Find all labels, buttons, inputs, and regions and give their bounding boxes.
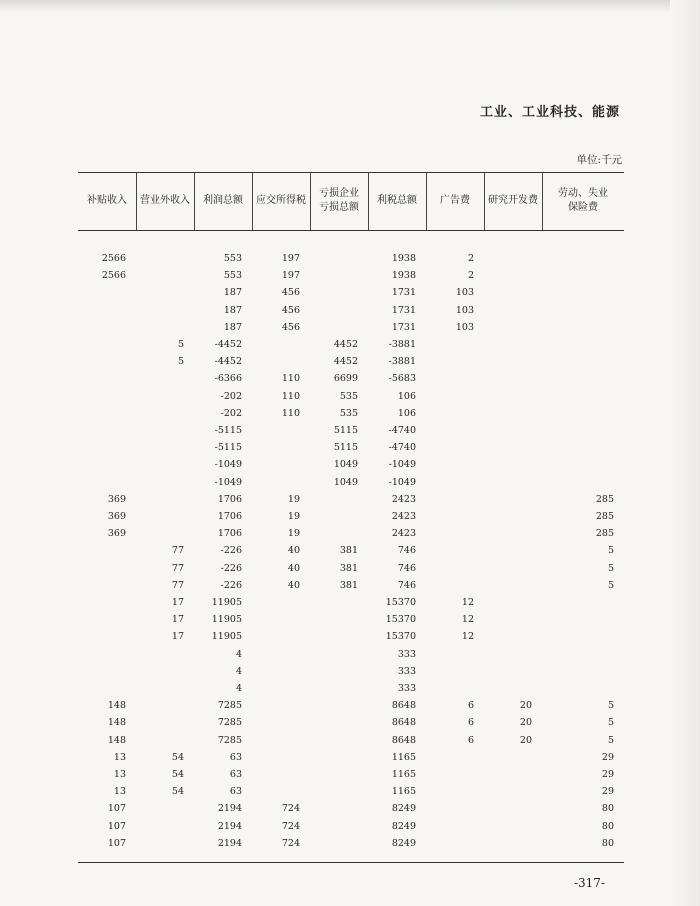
- table-cell: 456: [281, 321, 300, 333]
- table-cell: -1049: [214, 476, 242, 488]
- table-cell: 103: [455, 304, 474, 316]
- column-header: 利税总额: [377, 195, 417, 206]
- table-cell: -226: [220, 545, 242, 557]
- table-cell: 535: [339, 407, 358, 419]
- table-cell: 4: [235, 648, 242, 660]
- column-divider: [426, 172, 427, 230]
- table-cell: 13: [113, 769, 126, 780]
- table-cell: 1049: [333, 459, 358, 471]
- table-cell: 1731: [391, 287, 416, 299]
- table-cell: 40: [287, 545, 300, 557]
- table-cell: 2423: [391, 528, 416, 540]
- table-cell: 187: [223, 287, 242, 299]
- table-cell: 103: [455, 321, 474, 333]
- section-title: 工业、工业科技、能源: [479, 105, 620, 120]
- table-cell: 13: [113, 786, 126, 798]
- table-cell: 11905: [211, 631, 242, 643]
- table-cell: 110: [281, 390, 300, 402]
- table-cell: 148: [107, 700, 126, 712]
- table-cell: 8249: [391, 820, 416, 832]
- table-cell: 5: [607, 579, 614, 591]
- table-cell: 197: [281, 253, 300, 264]
- table-cell: 1731: [391, 304, 416, 316]
- table-cell: 80: [601, 803, 614, 815]
- table-cell: 29: [601, 786, 614, 798]
- table-cell: 19: [287, 528, 300, 540]
- table-cell: 1049: [333, 476, 358, 488]
- table-cell: 106: [397, 407, 416, 419]
- table-cell: 40: [287, 579, 300, 591]
- table-cell: -6366: [214, 373, 242, 385]
- table-cell: 103: [455, 287, 474, 299]
- table-cell: 8249: [391, 803, 416, 815]
- table-cell: 1165: [391, 786, 416, 798]
- table-cell: 5: [607, 700, 614, 712]
- table-cell: 2: [467, 253, 474, 264]
- table-cell: -4740: [388, 442, 416, 454]
- table-cell: 5: [607, 562, 614, 574]
- table-cell: 15370: [385, 631, 416, 643]
- table-cell: 285: [595, 511, 614, 522]
- table-cell: 1165: [391, 769, 416, 780]
- table-cell: 8648: [391, 717, 416, 729]
- table-cell: 80: [601, 820, 614, 832]
- table-bottom-rule: [78, 862, 624, 863]
- column-divider: [542, 172, 543, 230]
- column-divider: [194, 172, 195, 230]
- table-cell: 333: [397, 665, 416, 677]
- table-cell: -226: [220, 562, 242, 574]
- table-cell: 19: [287, 511, 300, 522]
- table-cell: 29: [601, 769, 614, 780]
- table-cell: 5: [177, 339, 184, 350]
- table-cell: 197: [281, 270, 300, 282]
- table-cell: 2423: [391, 511, 416, 522]
- table-cell: 148: [107, 717, 126, 729]
- table-cell: 107: [107, 837, 126, 849]
- table-cell: 333: [397, 683, 416, 694]
- table-cell: 54: [171, 769, 184, 780]
- table-cell: 8648: [391, 700, 416, 712]
- table-cell: 5: [607, 734, 614, 746]
- table-cell: 80: [601, 837, 614, 849]
- table-cell: 381: [339, 562, 358, 574]
- table-cell: 1938: [391, 253, 416, 264]
- table-cell: 4452: [333, 356, 358, 368]
- table-cell: 11905: [211, 614, 242, 626]
- table-cell: 187: [223, 304, 242, 316]
- column-divider: [484, 172, 485, 230]
- table-cell: 2194: [217, 803, 242, 815]
- table-cell: 4: [235, 665, 242, 677]
- table-cell: 17: [171, 631, 184, 643]
- table-cell: 63: [229, 769, 242, 780]
- table-cell: 5115: [333, 425, 358, 436]
- table-cell: 333: [397, 648, 416, 660]
- page-number: -317-: [573, 876, 605, 890]
- table-cell: 187: [223, 321, 242, 333]
- table-cell: 746: [397, 579, 416, 591]
- table-cell: 724: [281, 820, 300, 832]
- table-cell: 148: [107, 734, 126, 746]
- table-cell: 4: [235, 683, 242, 694]
- table-cell: 40: [287, 562, 300, 574]
- table-cell: 2: [467, 270, 474, 282]
- table-cell: 4452: [333, 339, 358, 350]
- table-cell: -3881: [388, 339, 416, 350]
- table-cell: 107: [107, 820, 126, 832]
- table-cell: 2566: [101, 270, 126, 282]
- scan-edge-top: [0, 0, 700, 12]
- table-cell: 1706: [217, 528, 242, 540]
- table-cell: -3881: [388, 356, 416, 368]
- table-cell: 6: [467, 717, 474, 729]
- column-header: 营业外收入: [140, 195, 190, 206]
- table-cell: -4452: [214, 356, 242, 368]
- table-cell: 5: [607, 545, 614, 557]
- table-cell: 2566: [101, 253, 126, 264]
- table-cell: 11905: [211, 597, 242, 608]
- table-cell: 553: [223, 253, 242, 264]
- table-cell: 6699: [333, 373, 358, 385]
- column-header: 劳动、失业 保险费: [558, 188, 608, 213]
- table-cell: 63: [229, 751, 242, 763]
- table-cell: 456: [281, 287, 300, 299]
- table-cell: -202: [220, 390, 242, 402]
- table-cell: 2194: [217, 820, 242, 832]
- scan-edge-right: [670, 0, 700, 906]
- column-header: 亏损企业 亏损总额: [319, 188, 359, 213]
- table-cell: 746: [397, 562, 416, 574]
- table-cell: 1165: [391, 751, 416, 763]
- table-cell: 8648: [391, 734, 416, 746]
- table-cell: 285: [595, 528, 614, 540]
- table-cell: 29: [601, 751, 614, 763]
- table-cell: 724: [281, 803, 300, 815]
- table-cell: 6: [467, 700, 474, 712]
- table-cell: 107: [107, 803, 126, 815]
- table-cell: 1938: [391, 270, 416, 282]
- table-cell: 7285: [217, 734, 242, 746]
- column-header: 广告费: [440, 195, 470, 206]
- table-cell: 746: [397, 545, 416, 557]
- table-cell: -1049: [388, 476, 416, 488]
- table-cell: 2194: [217, 837, 242, 849]
- table-cell: -5115: [214, 442, 242, 454]
- table-cell: 77: [171, 579, 184, 591]
- table-cell: 54: [171, 751, 184, 763]
- table-cell: 110: [281, 373, 300, 385]
- table-cell: 13: [113, 751, 126, 763]
- column-header: 应交所得税: [256, 195, 306, 206]
- table-cell: 77: [171, 545, 184, 557]
- table-cell: 20: [519, 734, 532, 746]
- column-divider: [136, 172, 137, 230]
- unit-label: 单位:千元: [576, 154, 622, 166]
- table-cell: 110: [281, 407, 300, 419]
- table-cell: 8249: [391, 837, 416, 849]
- column-header: 补贴收入: [87, 195, 127, 206]
- table-cell: 381: [339, 579, 358, 591]
- table-cell: 20: [519, 700, 532, 712]
- table-cell: 54: [171, 786, 184, 798]
- table-cell: -226: [220, 579, 242, 591]
- table-cell: 5: [607, 717, 614, 729]
- table-cell: -1049: [388, 459, 416, 471]
- column-divider: [310, 172, 311, 230]
- table-cell: 5: [177, 356, 184, 368]
- table-cell: 106: [397, 390, 416, 402]
- table-cell: 7285: [217, 700, 242, 712]
- column-divider: [368, 172, 369, 230]
- table-cell: 12: [461, 597, 474, 608]
- table-cell: 7285: [217, 717, 242, 729]
- table-cell: 17: [171, 597, 184, 608]
- table-cell: 553: [223, 270, 242, 282]
- table-cell: 20: [519, 717, 532, 729]
- table-cell: 63: [229, 786, 242, 798]
- table-cell: 1706: [217, 493, 242, 505]
- table-cell: -202: [220, 407, 242, 419]
- table-cell: 1706: [217, 511, 242, 522]
- table-cell: 6: [467, 734, 474, 746]
- table-cell: 15370: [385, 614, 416, 626]
- table-cell: 369: [107, 493, 126, 505]
- table-cell: 77: [171, 562, 184, 574]
- table-cell: 456: [281, 304, 300, 316]
- table-cell: 369: [107, 511, 126, 522]
- table-cell: 19: [287, 493, 300, 505]
- table-cell: -1049: [214, 459, 242, 471]
- table-cell: 2423: [391, 493, 416, 505]
- table-cell: 724: [281, 837, 300, 849]
- table-cell: 369: [107, 528, 126, 540]
- table-cell: 285: [595, 493, 614, 505]
- table-cell: 535: [339, 390, 358, 402]
- column-divider: [252, 172, 253, 230]
- table-cell: -5115: [214, 425, 242, 436]
- table-cell: 15370: [385, 597, 416, 608]
- table-cell: 12: [461, 614, 474, 626]
- table-cell: -4452: [214, 339, 242, 350]
- column-header: 利润总额: [203, 195, 243, 206]
- table-cell: 381: [339, 545, 358, 557]
- table-cell: 1731: [391, 321, 416, 333]
- table-cell: -5683: [388, 373, 416, 385]
- table-cell: -4740: [388, 425, 416, 436]
- table-cell: 5115: [333, 442, 358, 454]
- column-header: 研究开发费: [488, 195, 538, 206]
- table-cell: 17: [171, 614, 184, 626]
- table-cell: 12: [461, 631, 474, 643]
- table-header-rule: [78, 230, 624, 231]
